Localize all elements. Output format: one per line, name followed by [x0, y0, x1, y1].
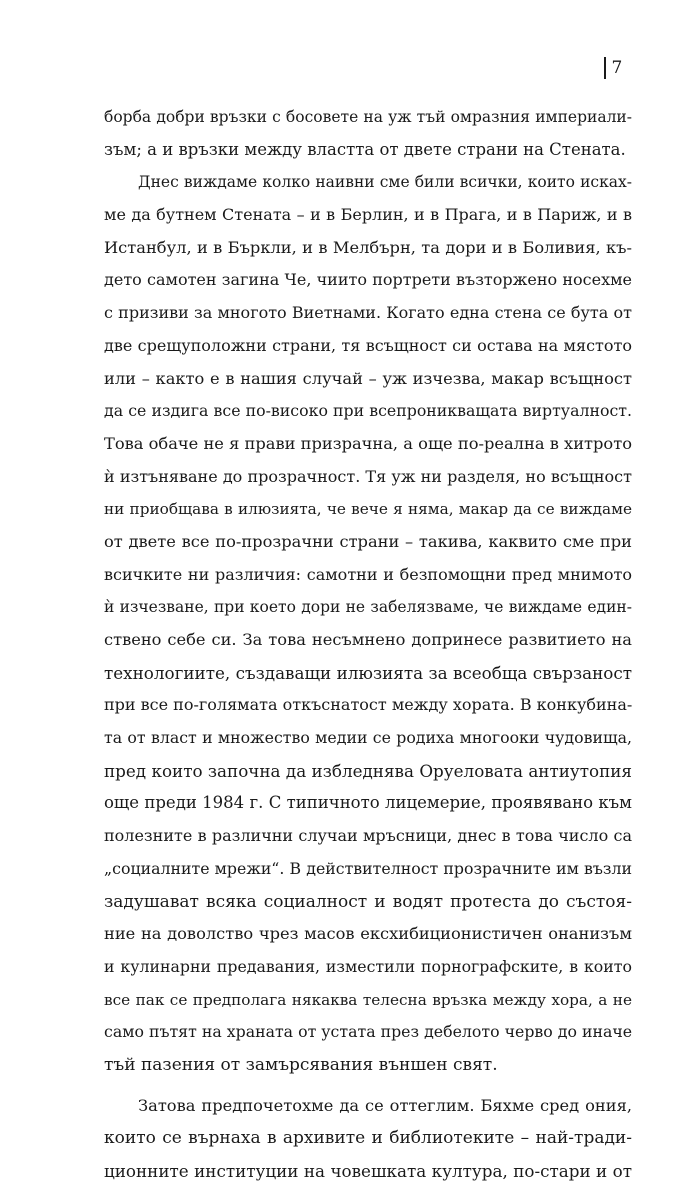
text-line: Днес виждаме колко наивни сме били всички, които исках-	[138, 173, 632, 192]
text-line: пред които започна да избледнява Оруеловата антиутопия	[104, 760, 632, 781]
text-line: задушават всяка социалност и водят протеста до състоя-	[104, 891, 632, 912]
text-line: „социалните мрежи“. В действителност прозрачните им възли	[104, 858, 632, 878]
text-line: все пак се предполага някаква телесна връзка между хора, а не	[104, 990, 632, 1009]
text-line: от двете все по-прозрачни страни – такива, каквито сме при	[104, 531, 632, 551]
page-number-rule	[604, 57, 606, 79]
text-line: дето самотен загина Че, чиито портрети възторжено носехме	[104, 270, 632, 290]
text-line: ѝ изчезване, при което дори не забелязваме, че виждаме един-	[104, 598, 632, 617]
text-line: при все по-голямата откъснатост между хората. В конкубина-	[104, 695, 632, 715]
paragraph	[104, 1090, 632, 1188]
text-line: Това обаче не я прави призрачна, а още по-реална в хитрото	[104, 433, 632, 453]
text-line: ме да бутнем Стената – и в Берлин, и в Прага, и в Париж, и в	[104, 205, 632, 225]
text-line: които се върнаха в архивите и библиотеките – най-тради-	[104, 1128, 632, 1149]
page-number-text: 7	[611, 58, 623, 78]
text-line: да се издига все по-високо при всепроникващата виртуалност.	[104, 401, 632, 421]
paragraph	[104, 101, 632, 166]
text-line: ни приобщава в илюзията, че вече я няма, макар да се виждаме	[104, 500, 632, 519]
text-line: с призиви за многото Виетнами. Когато една стена се бута от	[104, 303, 632, 323]
text-line: технологиите, създаващи илюзията за всеобща свързаност	[104, 662, 632, 683]
text-line: ние на доволство чрез масов ексхибиционистичен онанизъм	[104, 924, 632, 944]
text-line: Затова предпочетохме да се оттеглим. Бяхме сред ония,	[138, 1095, 632, 1115]
text-line: ѝ изтъняване до прозрачност. Тя уж ни разделя, но всъщност	[104, 466, 632, 486]
paragraph-gap	[104, 1082, 632, 1090]
text-line: две срещуположни страни, тя всъщност си остава на мястото	[104, 335, 632, 355]
text-line: и кулинарни предавания, изместили порнографските, в които	[104, 956, 632, 976]
text-line: още преди 1984 г. С типичното лицемерие, проявявано към	[104, 793, 632, 813]
text-line: зъм; а и връзки между властта от двете страни на Стената.	[104, 139, 626, 159]
text-line: само пътят на храната от устата през дебелото черво до иначе	[104, 1022, 632, 1042]
text-line: борба добри връзки с босовете на уж тъй омразния империали-	[104, 108, 632, 126]
text-line: тъй пазения от замърсявания външен свят.	[104, 1054, 498, 1075]
text-line: Истанбул, и в Бъркли, и в Мелбърн, та дори и в Боливия, къ-	[104, 237, 632, 257]
paragraph	[104, 166, 632, 1081]
text-line: или – както е в нашия случай – уж изчезва, макар всъщност	[104, 368, 632, 388]
text-line: полезните в различни случаи мръсници, днес в това число са	[104, 826, 632, 846]
body-text	[104, 101, 632, 1188]
text-line: всичките ни различия: самотни и безпомощни пред мнимото	[104, 564, 632, 584]
text-line: ционните институции на човешката култура, по-стари и от	[104, 1161, 632, 1181]
text-line: та от власт и множество медии се родиха многооки чудовища,	[104, 728, 632, 748]
page-number	[604, 57, 622, 79]
text-line: ствено себе си. За това несъмнено допринесе развитието на	[104, 630, 632, 649]
